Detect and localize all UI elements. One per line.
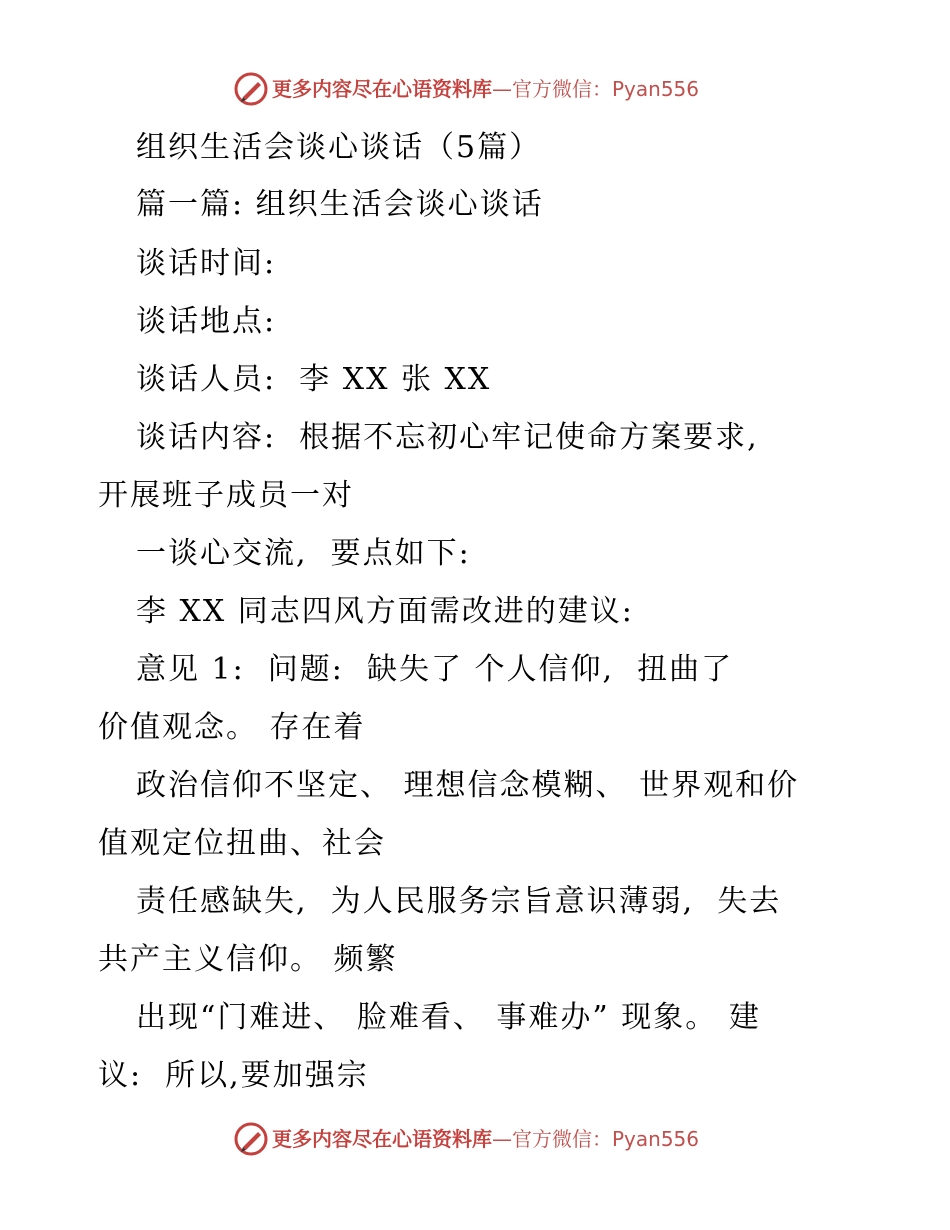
section-heading: 篇一篇: 组织生活会谈心谈话 <box>136 187 544 222</box>
paragraph-line: 价值观念。 存在着 <box>98 710 366 745</box>
banner-text <box>272 1126 699 1152</box>
paragraph-line: 开展班子成员一对 <box>98 478 354 513</box>
paragraph-line: 出现“门难进、 脸难看、 事难办” 现象。 建 <box>136 1000 761 1035</box>
banner-title: 更多内容尽在心语资料库 <box>272 1127 492 1151</box>
banner-title: 更多内容尽在心语资料库 <box>272 77 492 101</box>
footer-banner <box>0 1120 950 1160</box>
document-title: 组织生活会谈心谈话（5篇） <box>136 130 542 165</box>
paragraph-line: 谈话内容: 根据不忘初心牢记使命方案要求, <box>136 420 759 455</box>
paragraph-line: 责任感缺失, 为人民服务宗旨意识薄弱, 失去 <box>136 884 782 919</box>
pen-logo-icon <box>234 1122 268 1156</box>
talk-time-field: 谈话时间: <box>136 246 277 281</box>
paragraph-line: 一谈心交流, 要点如下: <box>136 536 471 571</box>
paragraph-line: 李 XX 同志四风方面需改进的建议: <box>136 594 634 629</box>
talk-location-field: 谈话地点: <box>136 304 277 339</box>
pen-logo-icon <box>234 72 268 106</box>
paragraph-line: 议: 所以,要加强宗 <box>98 1058 369 1093</box>
header-banner <box>0 70 950 110</box>
paragraph-line: 政治信仰不坚定、 理想信念模糊、 世界观和价 <box>136 768 800 803</box>
paragraph-line: 意见 1: 问题: 缺失了 个人信仰, 扭曲了 <box>136 652 734 687</box>
paragraph-line: 共产主义信仰。 频繁 <box>98 942 398 977</box>
paragraph-line: 值观定位扭曲、社会 <box>98 826 386 861</box>
banner-wechat: —官方微信：Pyan556 <box>492 77 700 101</box>
talk-participants-field: 谈话人员: 李 XX 张 XX <box>136 362 492 397</box>
banner-text <box>272 76 699 102</box>
banner-wechat: —官方微信：Pyan556 <box>492 1127 700 1151</box>
